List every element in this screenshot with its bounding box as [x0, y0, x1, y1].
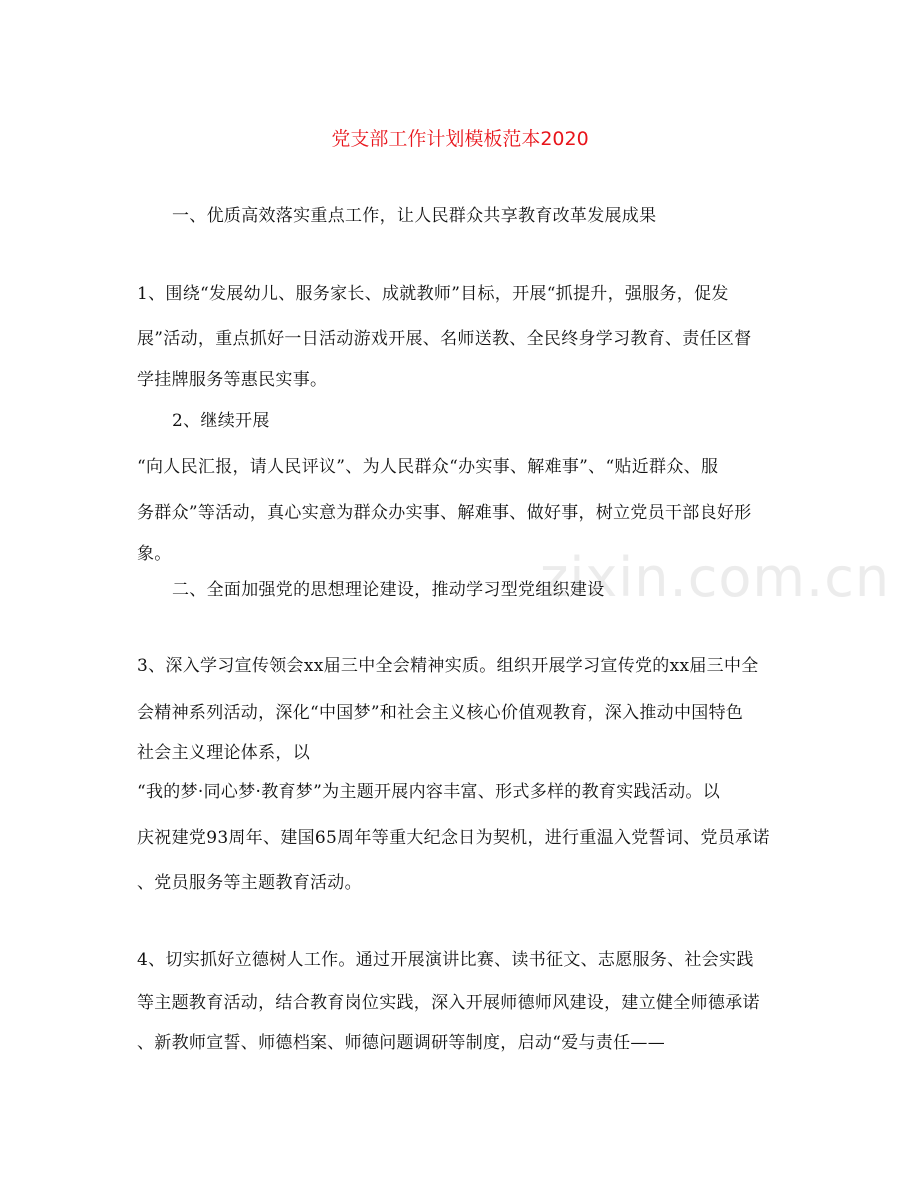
paragraph-line: 2、继续开展 [172, 411, 270, 431]
paragraph-line: “我的梦·同心梦·教育梦”为主题开展内容丰富、形式多样的教育实践活动。以 [137, 782, 720, 802]
section-heading: 二、全面加强党的思想理论建设，推动学习型党组织建设 [172, 580, 605, 600]
document-title: 党支部工作计划模板范本2020 [331, 128, 589, 150]
paragraph-line: 等主题教育活动，结合教育岗位实践，深入开展师德师风建设，建立健全师德承诺 [137, 993, 760, 1013]
paragraph-line: 学挂牌服务等惠民实事。 [137, 370, 328, 390]
paragraph-line: 、党员服务等主题教育活动。 [137, 873, 362, 893]
watermark: zixin.com.cn [540, 546, 891, 609]
paragraph-line: 展”活动，重点抓好一日活动游戏开展、名师送教、全民终身学习教育、责任区督 [137, 329, 752, 349]
paragraph-line: 、新教师宣誓、师德档案、师德问题调研等制度，启动“爱与责任—— [137, 1033, 665, 1053]
paragraph-line: 社会主义理论体系，以 [137, 743, 310, 763]
paragraph-line: “向人民汇报，请人民评议”、为人民群众“办实事、解难事”、“贴近群众、服 [137, 457, 719, 477]
paragraph-line: 庆祝建党93周年、建国65周年等重大纪念日为契机，进行重温入党誓词、党员承诺 [137, 828, 770, 848]
section-heading: 一、优质高效落实重点工作，让人民群众共享教育改革发展成果 [172, 206, 657, 226]
paragraph-line: 3、深入学习宣传领会xx届三中全会精神实质。组织开展学习宣传党的xx届三中全 [137, 656, 759, 676]
paragraph-line: 象。 [137, 544, 172, 564]
paragraph-line: 1、围绕“发展幼儿、服务家长、成就教师”目标，开展“抓提升，强服务，促发 [137, 284, 729, 304]
paragraph-line: 4、切实抓好立德树人工作。通过开展演讲比赛、读书征文、志愿服务、社会实践 [137, 950, 754, 970]
paragraph-line: 会精神系列活动，深化“中国梦”和社会主义核心价值观教育，深入推动中国特色 [137, 703, 744, 723]
paragraph-line: 务群众”等活动，真心实意为群众办实事、解难事、做好事，树立党员干部良好形 [137, 503, 752, 523]
